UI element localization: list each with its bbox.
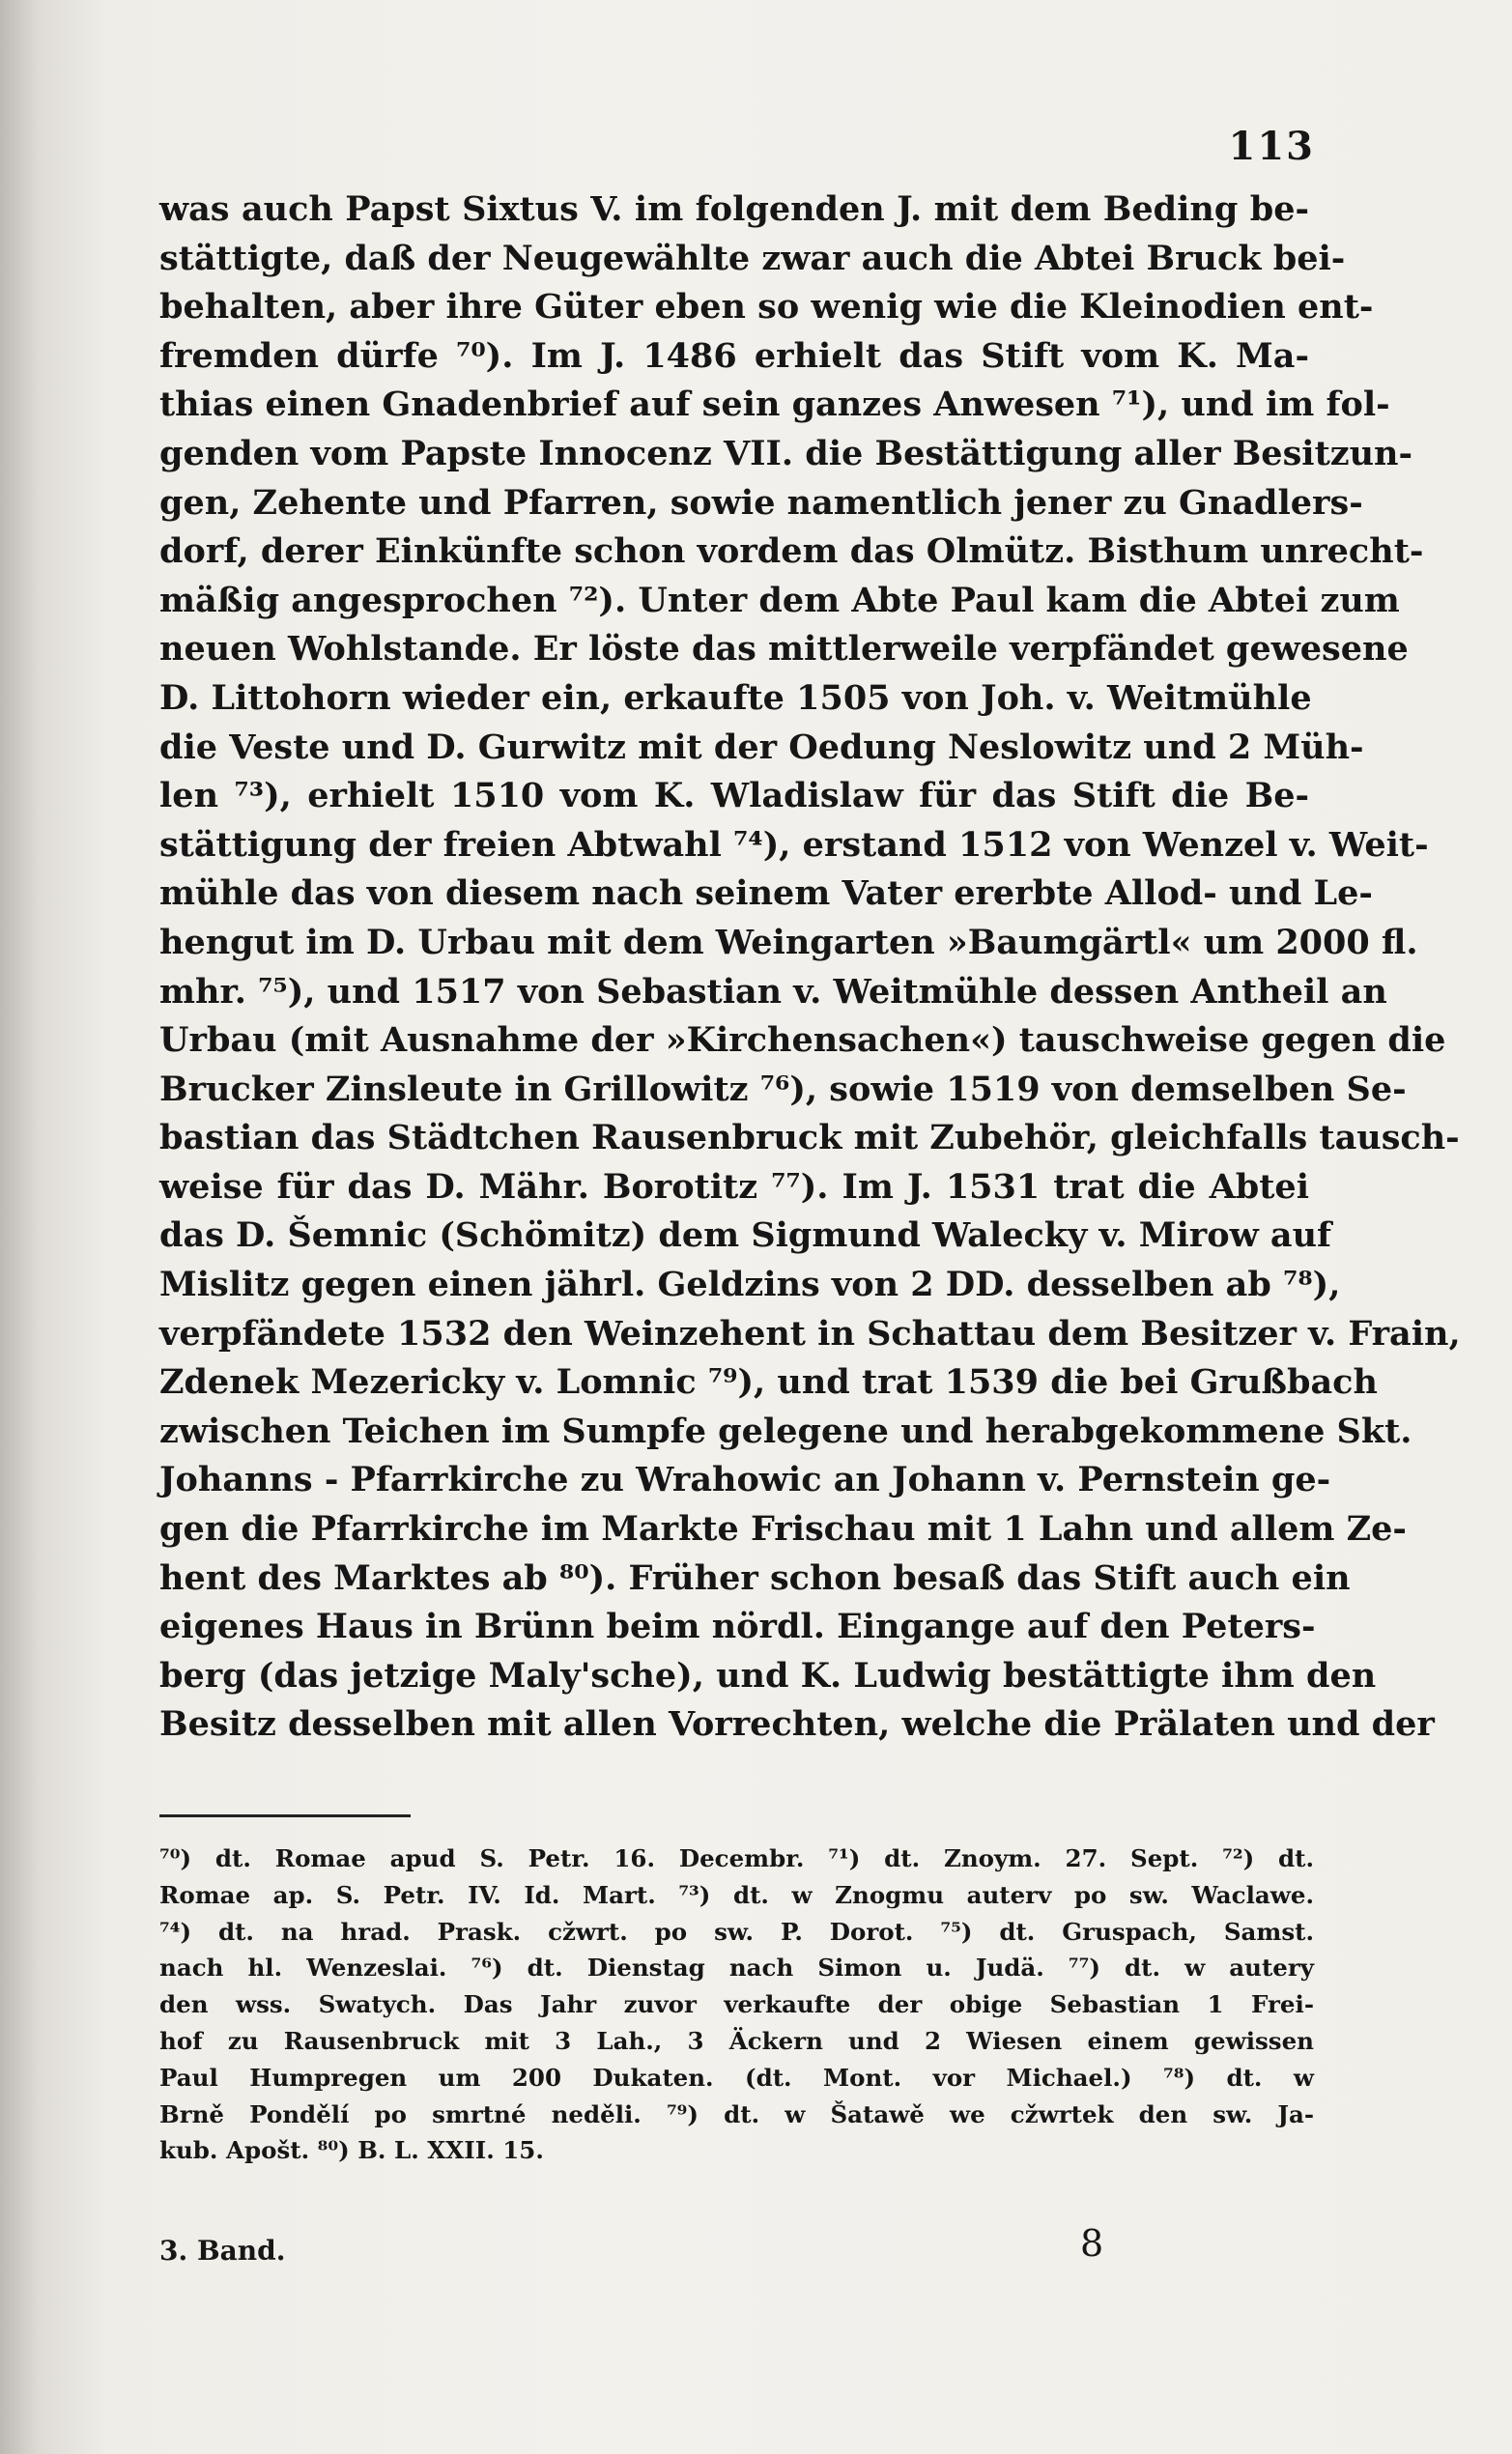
- text-line: thias einen Gnadenbrief auf sein ganzes Anwesen ⁷¹), und im fol-: [159, 385, 1390, 425]
- text-line: len ⁷³), erhielt 1510 vom K. Wladislaw für das Stift die Be-: [159, 776, 1309, 816]
- footnote-line: den wss. Swatych. Das Jahr zuvor verkaufte der obige Sebastian 1 Frei-: [159, 1990, 1314, 2019]
- main-text: [159, 185, 1461, 1750]
- text-line: mühle das von diesem nach seinem Vater ererbte Allod- und Le-: [159, 873, 1373, 914]
- text-line: Zdenek Mezericky v. Lomnic ⁷⁹), und trat 1539 die bei Grußbach: [159, 1362, 1378, 1403]
- text-line: gen die Pfarrkirche im Markte Frischau mit 1 Lahn und allem Ze-: [159, 1509, 1407, 1550]
- text-line: Mislitz gegen einen jährl. Geldzins von 2 DD. desselben ab ⁷⁸),: [159, 1265, 1341, 1305]
- text-line: zwischen Teichen im Sumpfe gelegene und herabgekommene Skt.: [159, 1411, 1412, 1451]
- text-line: die Veste und D. Gurwitz mit der Oedung Neslowitz und 2 Müh-: [159, 727, 1364, 767]
- text-line: was auch Papst Sixtus V. im folgenden J. mit dem Beding be-: [159, 189, 1309, 229]
- text-line: Brucker Zinsleute in Grillowitz ⁷⁶), sowie 1519 von demselben Se-: [159, 1069, 1407, 1109]
- footnote-line: ⁷⁰) dt. Romae apud S. Petr. 16. Decembr. ⁷¹) dt. Znoym. 27. Sept. ⁷²) dt.: [159, 1844, 1314, 1872]
- text-line: eigenes Haus in Brünn beim nördl. Eingange auf den Peters-: [159, 1607, 1316, 1647]
- text-line: hengut im D. Urbau mit dem Weingarten »Baumgärtl« um 2000 fl.: [159, 922, 1418, 962]
- footnote-line: Romae ap. S. Petr. IV. Id. Mart. ⁷³) dt. w Znogmu auterv po sw. Waclawe.: [159, 1880, 1314, 1909]
- text-line: gen, Zehente und Pfarren, sowie namentlich jener zu Gnadlers-: [159, 482, 1363, 523]
- text-line: weise für das D. Mähr. Borotitz ⁷⁷). Im J. 1531 trat die Abtei: [159, 1166, 1309, 1207]
- footnote-line: kub. Apošt. ⁸⁰) B. L. XXII. 15.: [159, 2136, 544, 2165]
- footnote-divider: [159, 1814, 411, 1817]
- signature-mark: 8: [1080, 2222, 1104, 2265]
- text-line: behalten, aber ihre Güter eben so wenig wie die Kleinodien ent-: [159, 287, 1374, 328]
- volume-label: 3. Band.: [159, 2235, 286, 2267]
- text-line: berg (das jetzige Maly'sche), und K. Ludwig bestättigte ihm den: [159, 1655, 1377, 1696]
- footnote-line: nach hl. Wenzeslai. ⁷⁶) dt. Dienstag nach Simon u. Judä. ⁷⁷) dt. w autery: [159, 1954, 1314, 1983]
- text-line: das D. Šemnic (Schömitz) dem Sigmund Walecky v. Mirow auf: [159, 1215, 1332, 1256]
- text-line: stättigung der freien Abtwahl ⁷⁴), erstand 1512 von Wenzel v. Weit-: [159, 824, 1429, 865]
- text-line: dorf, derer Einkünfte schon vordem das Olmütz. Bisthum unrecht-: [159, 531, 1424, 572]
- text-line: Johanns - Pfarrkirche zu Wrahowic an Johann v. Pernstein ge-: [159, 1460, 1331, 1500]
- text-line: bastian das Städtchen Rausenbruck mit Zubehör, gleichfalls tausch-: [159, 1118, 1460, 1158]
- footnotes: [159, 1840, 1314, 2169]
- text-line: Besitz desselben mit allen Vorrechten, welche die Prälaten und der: [159, 1704, 1435, 1745]
- page-number: 113: [1228, 124, 1315, 169]
- text-line: mhr. ⁷⁵), und 1517 von Sebastian v. Weitmühle dessen Antheil an: [159, 971, 1387, 1012]
- text-line: hent des Marktes ab ⁸⁰). Früher schon besaß das Stift auch ein: [159, 1557, 1351, 1598]
- text-line: stättigte, daß der Neugewählte zwar auch die Abtei Bruck bei-: [159, 238, 1346, 278]
- text-line: verpfändete 1532 den Weinzehent in Schattau dem Besitzer v. Frain,: [159, 1313, 1461, 1354]
- footnote-line: ⁷⁴) dt. na hrad. Prask. cžwrt. po sw. P. Dorot. ⁷⁵) dt. Gruspach, Samst.: [159, 1917, 1314, 1946]
- footnote-line: Brně Pondělí po smrtné neděli. ⁷⁹) dt. w Šatawě we cžwrtek den sw. Ja-: [159, 2099, 1314, 2128]
- footnote-line: hof zu Rausenbruck mit 3 Lah., 3 Äckern und 2 Wiesen einem gewissen: [159, 2026, 1314, 2055]
- text-line: mäßig angesprochen ⁷²). Unter dem Abte Paul kam die Abtei zum: [159, 580, 1400, 620]
- text-line: Urbau (mit Ausnahme der »Kirchensachen«) tauschweise gegen die: [159, 1020, 1446, 1061]
- text-line: genden vom Papste Innocenz VII. die Bestättigung aller Besitzun-: [159, 433, 1413, 473]
- text-line: D. Littohorn wieder ein, erkaufte 1505 von Joh. v. Weitmühle: [159, 677, 1312, 718]
- text-line: neuen Wohlstande. Er löste das mittlerweile verpfändet gewesene: [159, 629, 1409, 670]
- footnote-line: Paul Humpregen um 200 Dukaten. (dt. Mont. vor Michael.) ⁷⁸) dt. w: [159, 2063, 1314, 2092]
- text-line: fremden dürfe ⁷⁰). Im J. 1486 erhielt das Stift vom K. Ma-: [159, 335, 1309, 376]
